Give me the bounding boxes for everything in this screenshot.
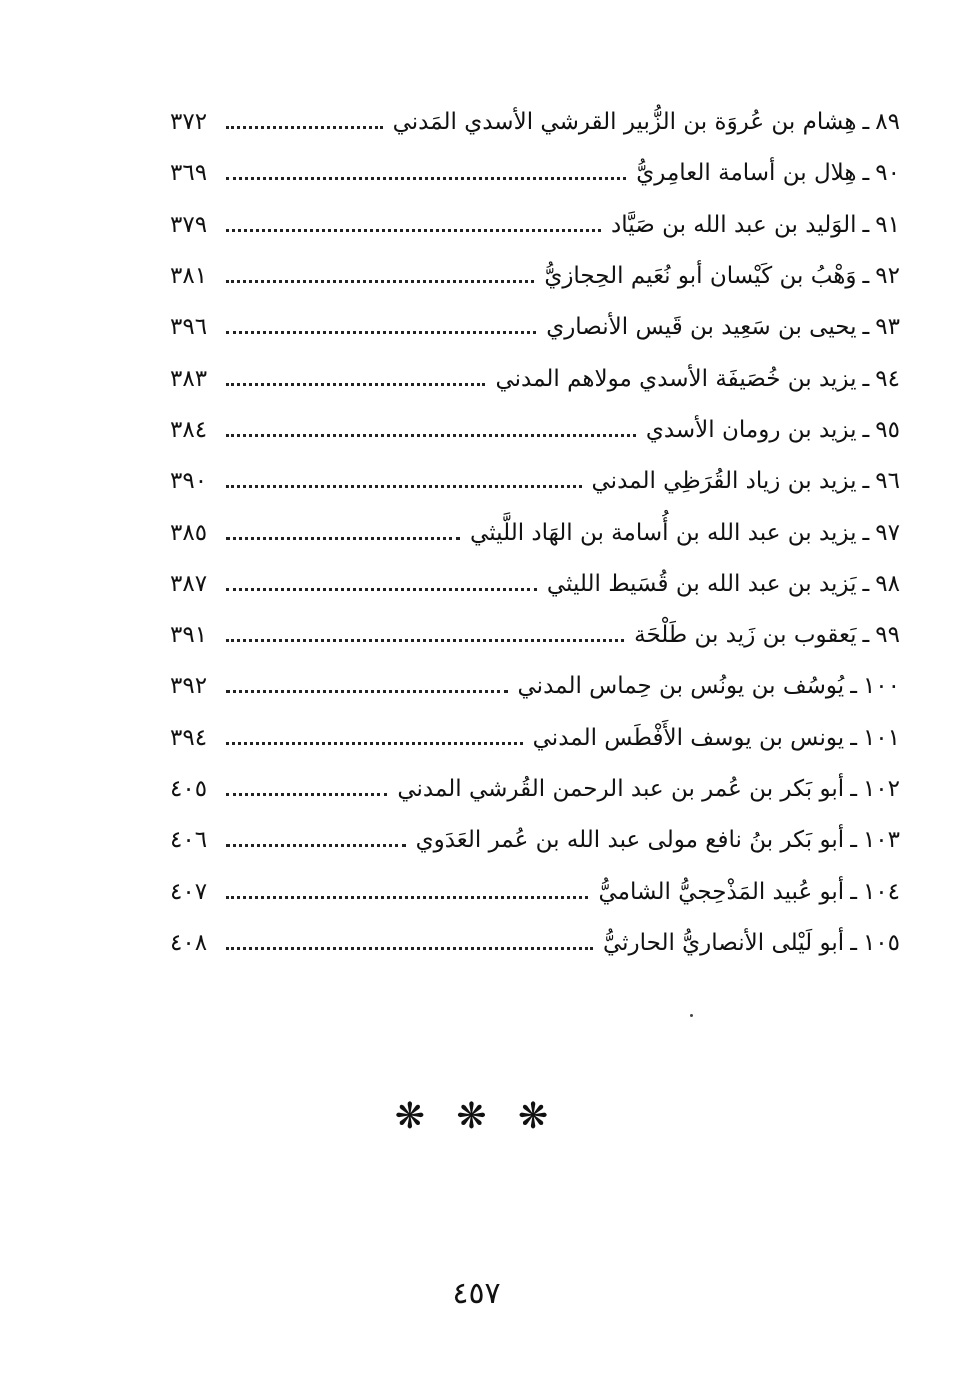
toc-entry [170,866,900,917]
dot-leader [226,844,406,847]
toc-entry [170,456,900,507]
entry-title: أبو لَيْلى الأنصاريُّ الحارثيُّ [602,929,845,956]
entry-page-number: ٣٨٣ [170,365,208,392]
dot-leader [226,229,601,232]
entry-separator: ـ [850,929,857,956]
entry-title: أبو بَكر بنُ نافع مولى عبد الله بن عُمر العَدَوي [415,827,845,854]
entry-page-number: ٣٨٥ [170,519,208,546]
entry-separator: ـ [850,827,857,854]
toc-entry [170,764,900,815]
dot-leader [226,690,508,693]
toc-entry [170,815,900,866]
entry-title: يزيد بن زياد القُرَظِي المدني [591,468,857,495]
dot-leader [226,639,624,642]
toc-entry [170,353,900,404]
entry-separator: ـ [862,109,870,136]
toc-entry [170,610,900,661]
entry-page-number: ٣٨٧ [170,570,208,597]
toc-entry [170,148,900,199]
entry-title: أبو عُبيد المَذْحِجيُّ الشاميُّ [598,878,845,905]
table-of-contents [170,97,900,969]
entry-number: ١٠٣ [862,827,900,854]
entry-page-number: ٤٠٨ [170,929,208,956]
dot-leader [226,280,534,283]
dot-leader [226,331,536,334]
entry-number: ٩٢ [875,263,900,290]
entry-separator: ـ [862,519,870,546]
entry-title: يزيد بن خُصَيفَة الأسدي مولاهم المدني [495,365,857,392]
entry-title: وَهْبُ بن كَيْسان أبو نُعَيم الحِجازيُّ [544,263,857,290]
entry-title: يحيى بن سَعِيد بن قَيس الأنصاري [546,314,857,341]
entry-separator: ـ [862,416,870,443]
entry-page-number: ٣٨١ [170,263,208,290]
entry-title: هِشام بن عُروَة بن الزُّبير القرشي الأسدي المَدني [392,109,857,136]
dot-leader [226,588,537,591]
entry-page-number: ٤٠٧ [170,878,208,905]
entry-separator: ـ [862,622,870,649]
section-ornament: ❋ ❋ ❋ [394,1096,559,1137]
dot-leader [226,793,387,796]
dot-leader [226,537,460,540]
entry-title: يزيد بن رومان الأسدي [645,416,857,443]
toc-entry [170,713,900,764]
entry-number: ٩٤ [875,365,900,392]
entry-page-number: ٣٧٩ [170,211,208,238]
dot-leader [226,177,626,180]
dot-leader [226,126,383,129]
entry-title: يَزيد بن عبد الله بن قُسَيط الليثي [546,570,857,597]
entry-page-number: ٣٩٠ [170,468,208,495]
entry-number: ٩٣ [875,314,900,341]
toc-entry [170,661,900,712]
entry-page-number: ٣٩٦ [170,314,208,341]
entry-page-number: ٣٧٢ [170,109,208,136]
toc-entry [170,918,900,969]
entry-title: يونس بن يوسف الأَفْطَس المدني [532,724,845,751]
entry-number: ١٠٠ [862,673,900,700]
toc-entry [170,302,900,353]
entry-number: ٩٩ [875,622,900,649]
entry-title: يزيد بن عبد الله بن أُسامة بن الهَاد اللَّيثي [470,519,857,546]
entry-page-number: ٣٦٩ [170,160,208,187]
entry-page-number: ٤٠٥ [170,776,208,802]
dot-leader [226,896,588,899]
entry-title: الوَليد بن عبد الله بن صَيَّاد [611,211,857,238]
entry-separator: ـ [850,878,857,905]
entry-page-number: ٣٩٢ [170,673,208,700]
page-number: ٤٥٧ [452,1276,501,1311]
entry-number: ٩٠ [875,160,900,187]
toc-entry [170,405,900,456]
entry-separator: ـ [862,570,870,597]
entry-number: ٩٧ [875,519,900,546]
entry-page-number: ٤٠٦ [170,827,208,854]
dot-leader [226,434,636,437]
entry-number: ٩٦ [875,468,900,495]
entry-title: هِلال بن أسامة العامِريُّ [636,160,857,187]
entry-number: ٩٨ [875,570,900,597]
entry-title: يَعقوب بن زَيد بن طَلْحَة [634,622,857,649]
entry-page-number: ٣٨٤ [170,416,208,443]
entry-number: ١٠٤ [862,878,900,905]
entry-title: أبو بَكر بن عُمر بن عبد الرحمن القُرشي المدني [397,776,845,802]
entry-number: ١٠٥ [862,929,900,956]
entry-number: ١٠١ [862,724,900,751]
dot-leader [226,383,485,386]
dot-leader [226,485,582,488]
entry-separator: ـ [862,365,870,392]
entry-separator: ـ [850,776,857,802]
toc-entry [170,200,900,251]
scan-speck [690,1014,693,1017]
entry-number: ٩١ [875,211,900,238]
entry-number: ٨٩ [875,109,900,136]
toc-entry [170,97,900,148]
entry-separator: ـ [862,160,870,187]
entry-separator: ـ [862,263,870,290]
dot-leader [226,947,593,950]
toc-entry [170,251,900,302]
entry-separator: ـ [850,724,857,751]
entry-separator: ـ [862,314,870,341]
dot-leader [226,742,523,745]
entry-number: ١٠٢ [862,776,900,802]
entry-title: يُوسُف بن يونُس بن حِماس المدني [517,673,845,700]
entry-separator: ـ [862,211,870,238]
toc-entry [170,559,900,610]
entry-page-number: ٣٩٤ [170,724,208,751]
toc-entry [170,507,900,558]
entry-separator: ـ [862,468,870,495]
entry-page-number: ٣٩١ [170,622,208,649]
entry-number: ٩٥ [875,416,900,443]
entry-separator: ـ [850,673,857,700]
